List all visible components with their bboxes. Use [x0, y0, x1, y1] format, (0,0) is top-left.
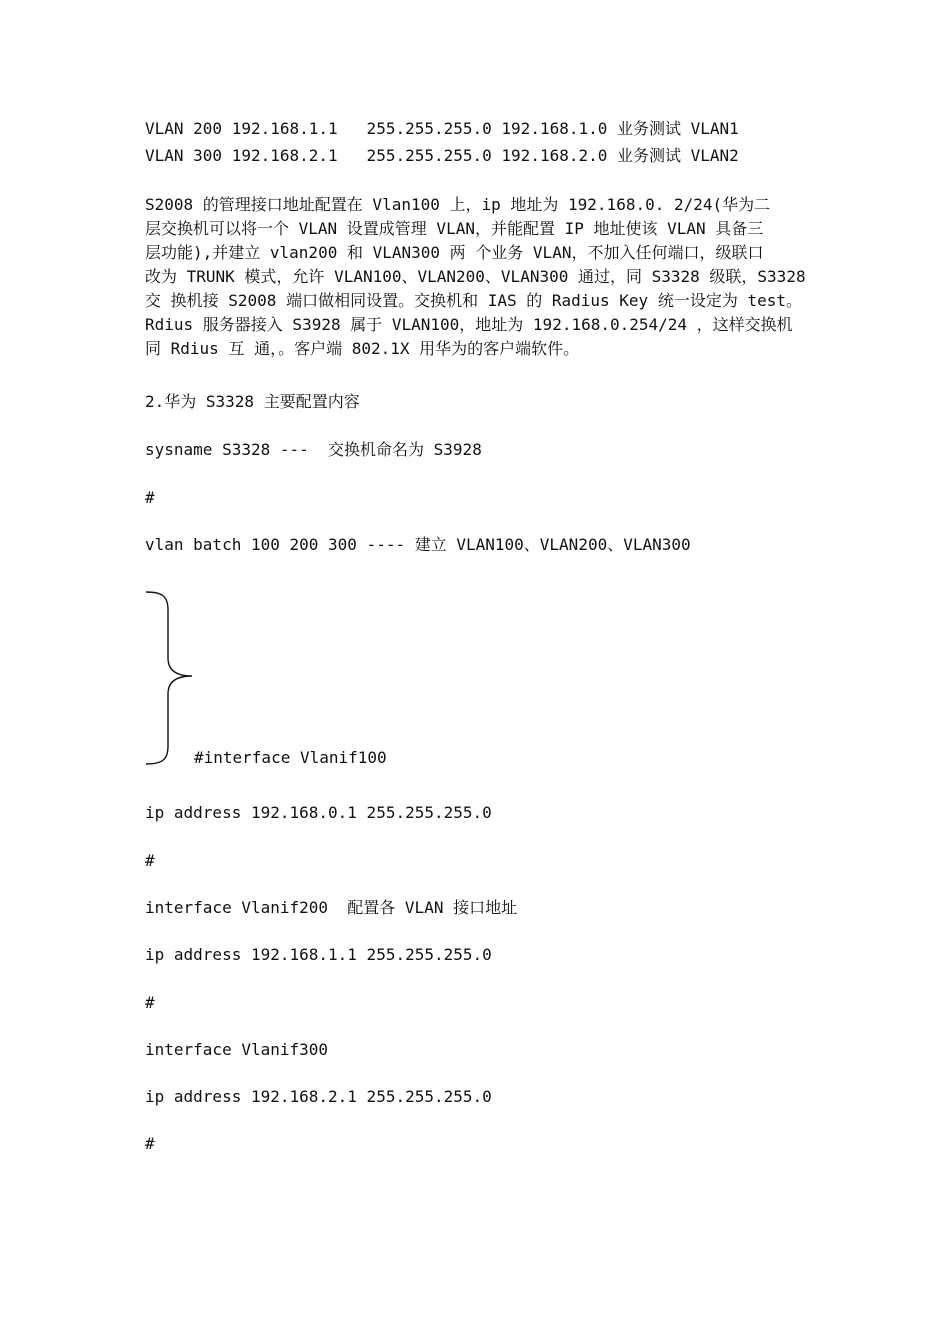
vlan-table-row: VLAN 200 192.168.1.1 255.255.255.0 192.168.1.0 业务测试 VLAN1 — [145, 119, 739, 138]
config-vlan-batch: vlan batch 100 200 300 ---- 建立 VLAN100、VLAN200、VLAN300 — [145, 535, 691, 554]
paragraph-line: 同 Rdius 互 通，。客户端 802.1X 用华为的客户端软件。 — [145, 339, 580, 358]
intro-paragraph — [145, 193, 810, 361]
paragraph-line: Rdius 服务器接入 S3928 属于 VLAN100，地址为 192.168.0.254/24 ，这样交换机 — [145, 315, 793, 334]
config-ip-address: ip address 192.168.2.1 255.255.255.0 — [145, 1087, 492, 1106]
paragraph-line: 层交换机可以将一个 VLAN 设置成管理 VLAN，并能配置 IP 地址使该 VLAN 具备三 — [145, 219, 764, 238]
config-interface-vlanif300: interface Vlanif300 — [145, 1040, 329, 1059]
config-ip-address: ip address 192.168.1.1 255.255.255.0 — [145, 945, 492, 964]
config-interface-vlanif200: interface Vlanif200 配置各 VLAN 接口地址 — [145, 898, 518, 917]
config-separator: # — [145, 1134, 155, 1153]
vlan-table-row: VLAN 300 192.168.2.1 255.255.255.0 192.168.2.0 业务测试 VLAN2 — [145, 146, 739, 165]
paragraph-line: 层功能),并建立 vlan200 和 VLAN300 两 个业务 VLAN，不加入任何端口，级联口 — [145, 243, 764, 262]
curly-brace-shape — [140, 588, 200, 768]
config-ip-address: ip address 192.168.0.1 255.255.255.0 — [145, 803, 492, 822]
config-separator: # — [145, 851, 155, 870]
config-sysname: sysname S3328 --- 交换机命名为 S3928 — [145, 440, 482, 459]
paragraph-line: S2008 的管理接口地址配置在 Vlan100 上，ip 地址为 192.168.0. 2/24(华为二 — [145, 195, 771, 214]
section-heading: 2.华为 S3328 主要配置内容 — [145, 392, 360, 411]
paragraph-line: 交 换机接 S2008 端口做相同设置。交换机和 IAS 的 Radius Key 统一设定为 test。 — [145, 291, 802, 310]
config-separator: # — [145, 488, 155, 507]
paragraph-line: 改为 TRUNK 模式，允许 VLAN100、VLAN200、VLAN300 通过，同 S3328 级联，S3328 — [145, 267, 806, 286]
config-interface-vlanif100: #interface Vlanif100 — [194, 748, 387, 767]
config-separator: # — [145, 993, 155, 1012]
